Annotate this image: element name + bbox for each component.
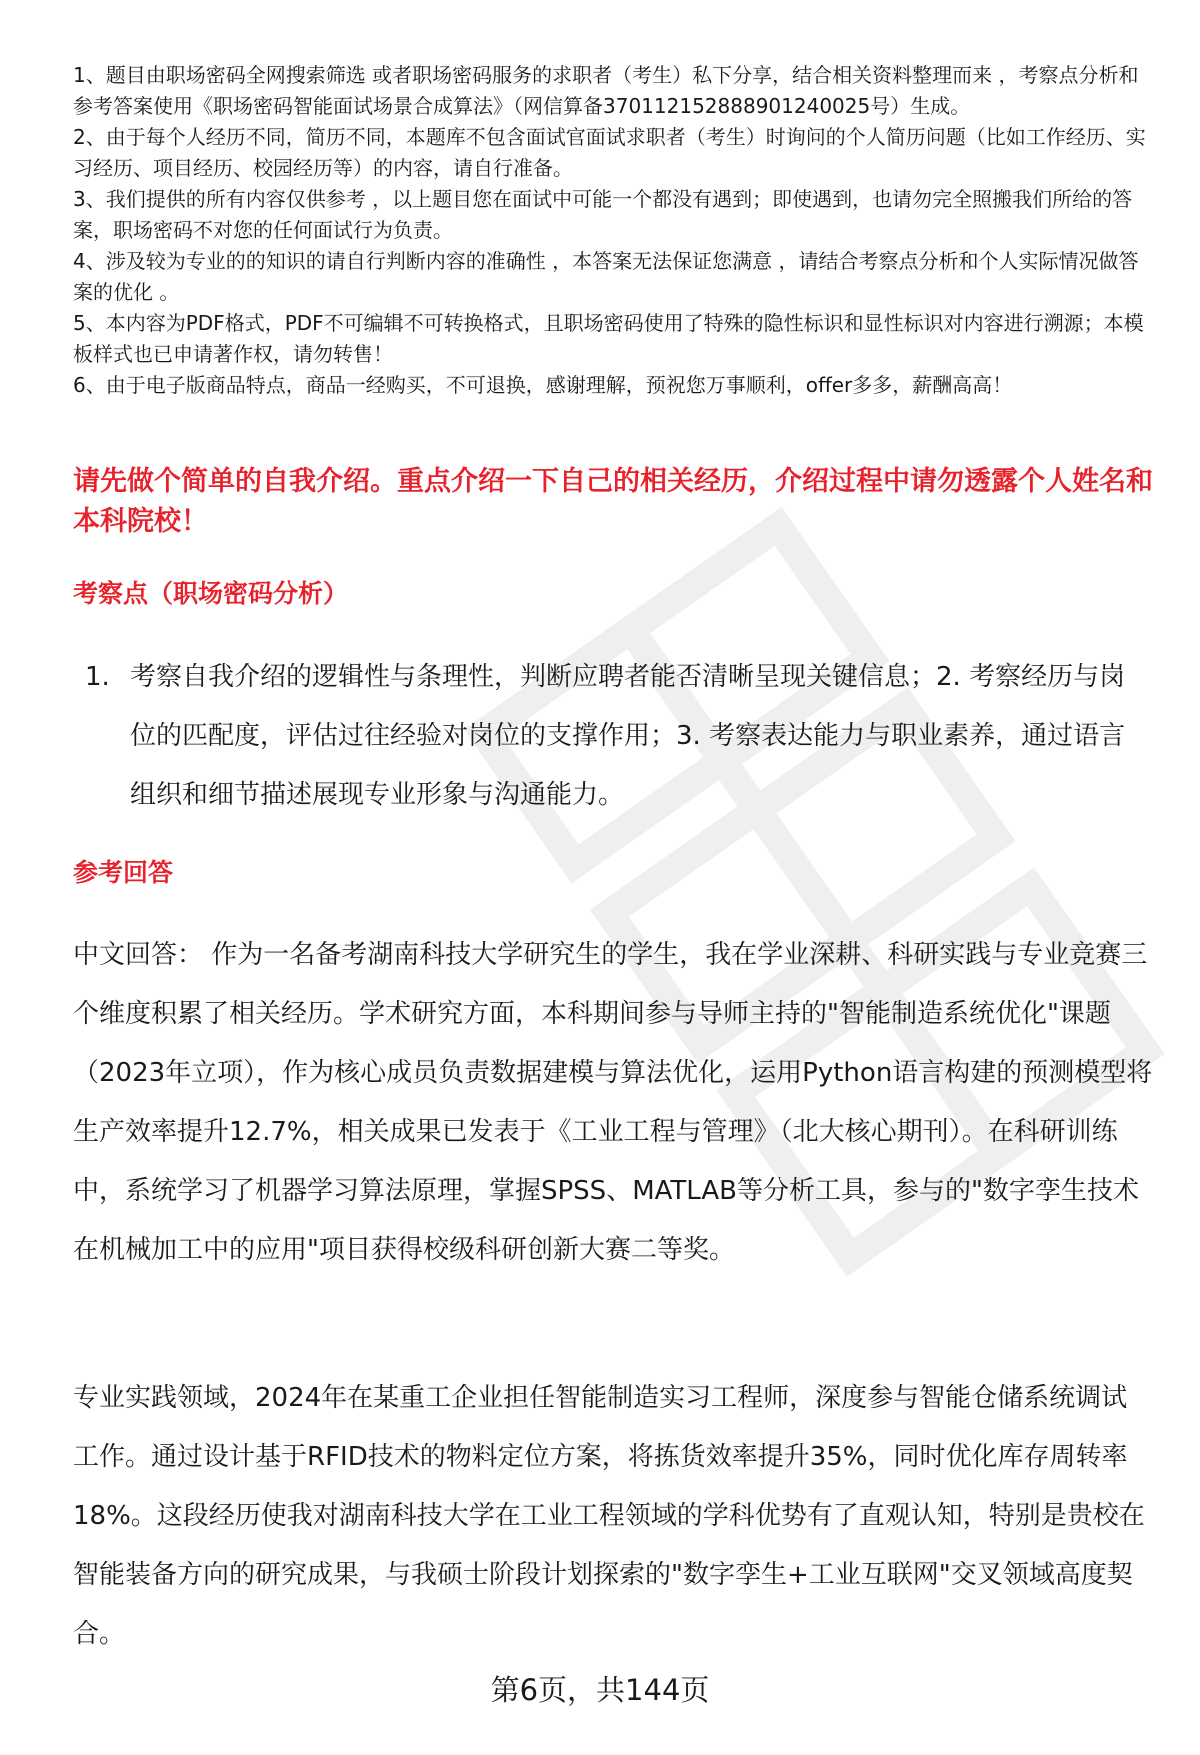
analysis-item-text: 考察自我介绍的逻辑性与条理性，判断应聘者能否清晰呈现关键信息；2. 考察经历与岗位的匹配度，评估过往经验对岗位的支撑作用；3. 考察表达能力与职业素养，通过语言组织和细节描述展现专业形象与沟通能力。: [130, 662, 1126, 810]
notice-item-6: 6、由于电子版商品特点，商品一经购买，不可退换，感谢理解，预祝您万事顺利，offer多多，薪酬高高！: [73, 373, 1013, 397]
answer-paragraph-2: 专业实践领域，2024年在某重工企业担任智能制造实习工程师，深度参与智能仓储系统调试工作。通过设计基于RFID技术的物料定位方案，将拣货效率提升35%，同时优化库存周转率18%。这段经历使我对湖南科技大学在工业工程领域的学科优势有了直观认知，特别是贵校在智能装备方向的研究成果，与我硕士阶段计划探索的"数字孪生+工业互联网"交叉领域高度契合。: [73, 1383, 1145, 1649]
notice-item-5: 5、本内容为PDF格式，PDF不可编辑不可转换格式，且职场密码使用了特殊的隐性标识和显性标识对内容进行溯源；本模板样式也已申请著作权，请勿转售！: [73, 311, 1144, 366]
notice-item-4: 4、涉及较为专业的的知识的请自行判断内容的准确性 ，本答案无法保证您满意 ，请结合考察点分析和个人实际情况做答案的优化 。: [73, 249, 1139, 304]
notice-item-2: 2、由于每个人经历不同，简历不同，本题库不包含面试官面试求职者（考生）时询问的个人简历问题（比如工作经历、实习经历、项目经历、校园经历等）的内容，请自行准备。: [73, 125, 1146, 180]
answer-paragraph-1: 中文回答： 作为一名备考湖南科技大学研究生的学生，我在学业深耕、科研实践与专业竞赛三个维度积累了相关经历。学术研究方面，本科期间参与导师主持的"智能制造系统优化"课题（2023年立项），作为核心成员负责数据建模与算法优化，运用Python语言构建的预测模型将生产效率提升12.7%，相关成果已发表于《工业工程与管理》（北大核心期刊）。在科研训练中，系统学习了机器学习算法原理，掌握SPSS、MATLAB等分析工具，参与的"数字孪生技术在机械加工中的应用"项目获得校级科研创新大赛二等奖。: [73, 940, 1153, 1265]
disclaimer-notice: [73, 60, 1153, 401]
analysis-heading: 考察点（职场密码分析）: [73, 579, 349, 608]
page-number-footer: 第6页，共144页: [490, 1673, 710, 1707]
analysis-item: [85, 648, 1145, 825]
notice-item-1: 1、题目由职场密码全网搜索筛选 或者职场密码服务的求职者（考生）私下分享，结合相关资料整理而来 ，考察点分析和参考答案使用《职场密码智能面试场景合成算法》（网信算备370112152888901240025号）生成。: [73, 63, 1139, 118]
analysis-list: [85, 648, 1145, 825]
answer-heading: 参考回答: [73, 858, 174, 887]
analysis-item-number: 1.: [85, 662, 110, 692]
notice-item-3: 3、我们提供的所有内容仅供参考 ，以上题目您在面试中可能一个都没有遇到；即使遇到，也请勿完全照搬我们所给的答案，职场密码不对您的任何面试行为负责。: [73, 187, 1133, 242]
interview-question: 请先做个简单的自我介绍。重点介绍一下自己的相关经历，介绍过程中请勿透露个人姓名和本科院校！: [73, 466, 1153, 537]
